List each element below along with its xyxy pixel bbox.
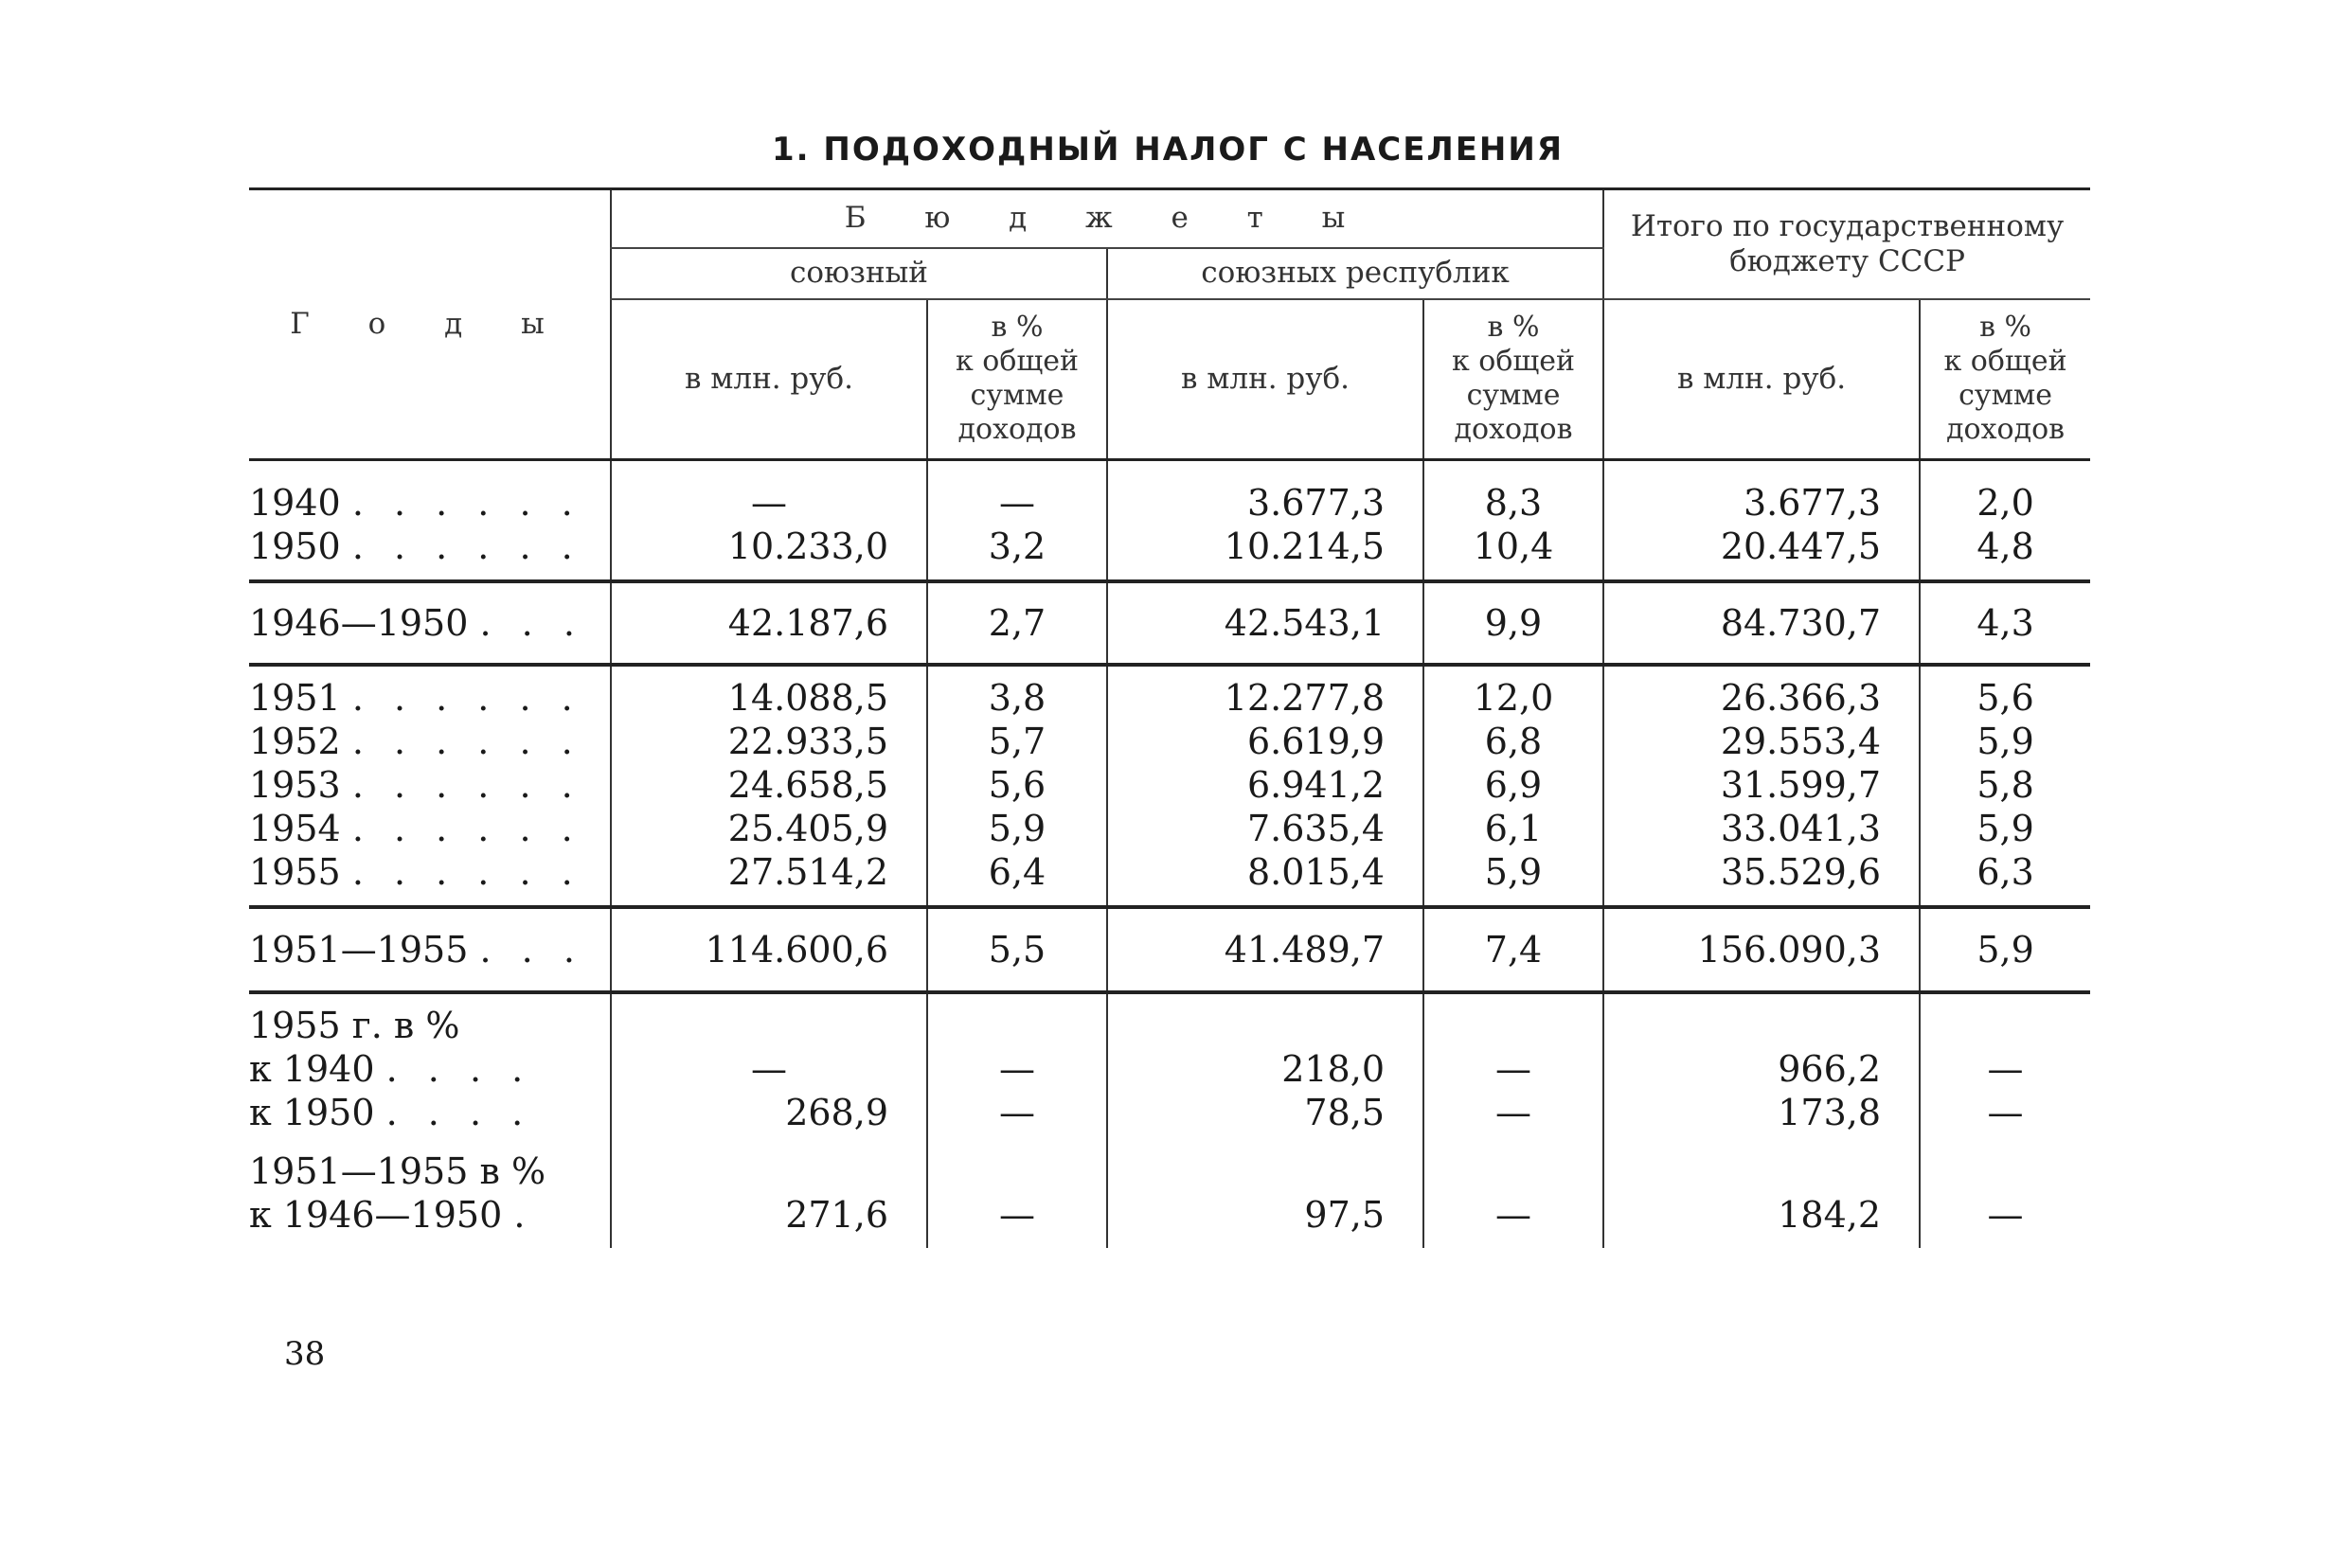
total-pct-cell: 4,8 [1920,525,2090,581]
republics-mln-header: в млн. руб. [1107,299,1423,460]
union-pct-cell: 2,7 [927,581,1107,665]
pct-line-1: в % [1979,311,2032,345]
year-label: 1951—1955 [249,928,469,971]
pct-line-2: к общей [1943,345,2067,379]
republics-pct-cell: 6,1 [1423,807,1603,850]
republics-mln-cell: 6.619,9 [1107,720,1423,763]
year-label: 1940 [249,481,341,524]
union-mln-cell: — [611,1047,927,1091]
union-pct-cell: 3,8 [927,665,1107,720]
pct-line-4: доходов [1946,413,2066,447]
table-row [249,720,2090,763]
dot-leader: . . . . . . [351,850,582,893]
table-title: 1. ПОДОХОДНЫЙ НАЛОГ С НАСЕЛЕНИЯ [771,131,1565,169]
pct-section-label: 1955 г. в % [249,1004,460,1046]
republics-pct-cell: — [1423,1047,1603,1091]
union-pct-cell: — [927,1193,1107,1248]
republics-pct-cell: 6,9 [1423,763,1603,807]
total-mln-cell: 31.599,7 [1603,763,1920,807]
table-row [249,850,2090,907]
total-pct-cell: — [1920,1047,2090,1091]
table-row [249,1193,2090,1248]
union-mln-cell: 268,9 [611,1091,927,1134]
republics-mln-cell: 97,5 [1107,1193,1423,1248]
empty-cell [1107,992,1423,1047]
total-pct-cell: 4,3 [1920,581,2090,665]
pct-line-2: к общей [955,345,1080,379]
total-pct-header [1920,299,2090,460]
total-pct-cell: — [1920,1091,2090,1134]
empty-cell [1107,1134,1423,1193]
total-pct-cell: 2,0 [1920,460,2090,525]
pct-line-4: доходов [1454,413,1573,447]
total-pct-cell: 5,6 [1920,665,2090,720]
total-mln-cell: 84.730,7 [1603,581,1920,665]
republics-pct-cell: 8,3 [1423,460,1603,525]
total-mln-cell: 173,8 [1603,1091,1920,1134]
republics-mln-cell: 7.635,4 [1107,807,1423,850]
total-mln-cell: 33.041,3 [1603,807,1920,850]
republics-pct-cell: 10,4 [1423,525,1603,581]
union-mln-header: в млн. руб. [611,299,927,460]
table-row [249,1091,2090,1134]
total-pct-cell: 6,3 [1920,850,2090,907]
pct-line-1: в % [991,311,1044,345]
union-pct-cell: 5,6 [927,763,1107,807]
dot-leader: . . . . . . [351,525,582,567]
republics-pct-cell: 7,4 [1423,907,1603,992]
year-label: к 1940 [249,1047,375,1090]
empty-cell [1920,992,2090,1047]
dot-leader: . . . . [385,1047,533,1090]
total-mln-cell: 26.366,3 [1603,665,1920,720]
union-mln-cell: 25.405,9 [611,807,927,850]
year-cell [249,1047,611,1091]
republics-mln-cell: 12.277,8 [1107,665,1423,720]
total-mln-header: в млн. руб. [1603,299,1920,460]
dot-leader: . . . . . . [351,807,582,849]
dot-leader: . . . . [385,1091,533,1133]
year-cell [249,525,611,581]
total-pct-cell: — [1920,1193,2090,1248]
union-mln-cell: 22.933,5 [611,720,927,763]
union-mln-cell: 27.514,2 [611,850,927,907]
total-pct-cell: 5,9 [1920,907,2090,992]
empty-cell [611,1134,927,1193]
republics-mln-cell: 42.543,1 [1107,581,1423,665]
year-label: к 1946—1950 [249,1193,503,1236]
republics-pct-cell: — [1423,1193,1603,1248]
union-pct-cell: — [927,1047,1107,1091]
empty-cell [927,1134,1107,1193]
total-mln-cell: 3.677,3 [1603,460,1920,525]
table-row [249,525,2090,581]
year-cell [249,665,611,720]
republics-mln-cell: 218,0 [1107,1047,1423,1091]
total-pct-cell: 5,9 [1920,720,2090,763]
pct-line-3: сумме [1958,379,2052,413]
year-cell [249,1193,611,1248]
union-mln-cell: 10.233,0 [611,525,927,581]
union-pct-cell: 5,9 [927,807,1107,850]
year-label: 1950 [249,525,341,567]
empty-cell [1423,1134,1603,1193]
table-row-summary [249,581,2090,665]
year-label: 1952 [249,720,341,762]
table-row-label [249,1134,2090,1193]
republics-mln-cell: 10.214,5 [1107,525,1423,581]
union-pct-cell: — [927,1091,1107,1134]
year-cell [249,1091,611,1134]
years-header [249,189,611,460]
table-row [249,763,2090,807]
year-label: 1954 [249,807,341,849]
union-header: союзный [611,248,1107,299]
page-number: 38 [284,1335,326,1373]
union-mln-cell: 14.088,5 [611,665,927,720]
union-pct-cell: 5,7 [927,720,1107,763]
year-cell [249,907,611,992]
republics-mln-cell: 78,5 [1107,1091,1423,1134]
dot-leader: . . . [479,601,584,644]
year-cell [249,807,611,850]
empty-cell [1920,1134,2090,1193]
republics-mln-cell: 8.015,4 [1107,850,1423,907]
pct-line-2: к общей [1451,345,1576,379]
year-label: 1946—1950 [249,601,469,644]
total-pct-cell: 5,8 [1920,763,2090,807]
dot-leader: . . . . . . [351,481,582,524]
republics-pct-cell: 9,9 [1423,581,1603,665]
table-row [249,665,2090,720]
total-mln-cell: 29.553,4 [1603,720,1920,763]
dot-leader: . . . [479,928,584,971]
pct-line-4: доходов [957,413,1077,447]
pct-section-label: 1951—1955 в % [249,1149,546,1192]
total-mln-cell: 20.447,5 [1603,525,1920,581]
year-label: 1951 [249,676,341,719]
union-mln-cell: 114.600,6 [611,907,927,992]
pct-line-3: сумме [970,379,1064,413]
republics-pct-cell: — [1423,1091,1603,1134]
dot-leader: . . . . . . [351,720,582,762]
total-mln-cell: 35.529,6 [1603,850,1920,907]
republics-pct-cell: 12,0 [1423,665,1603,720]
year-cell [249,581,611,665]
budgets-header [611,189,1603,248]
republics-pct-cell: 6,8 [1423,720,1603,763]
year-label: к 1950 [249,1091,375,1133]
total-pct-cell: 5,9 [1920,807,2090,850]
union-pct-cell: 3,2 [927,525,1107,581]
header-row-budgets [249,189,2090,248]
total-header: Итого по государственному бюджету СССР [1603,189,2090,299]
pct-line-3: сумме [1466,379,1561,413]
total-mln-cell: 966,2 [1603,1047,1920,1091]
republics-mln-cell: 3.677,3 [1107,460,1423,525]
union-mln-cell: 42.187,6 [611,581,927,665]
empty-cell [1603,1134,1920,1193]
table-row-label [249,992,2090,1047]
year-label: 1955 [249,850,341,893]
table-row-summary [249,907,2090,992]
dot-leader: . . . . . . [351,763,582,806]
empty-cell [1423,992,1603,1047]
empty-cell [611,992,927,1047]
year-label: 1953 [249,763,341,806]
union-pct-header [927,299,1107,460]
year-cell [249,763,611,807]
year-cell [249,850,611,907]
union-pct-cell: 5,5 [927,907,1107,992]
republics-mln-cell: 41.489,7 [1107,907,1423,992]
empty-cell [927,992,1107,1047]
budgets-header-text: Б ю д ж е т ы [844,201,1370,236]
total-mln-cell: 184,2 [1603,1193,1920,1248]
income-tax-table [249,187,2090,1248]
union-pct-cell: 6,4 [927,850,1107,907]
pct-line-1: в % [1487,311,1540,345]
years-header-text: Г о д ы [290,307,569,341]
total-mln-cell: 156.090,3 [1603,907,1920,992]
union-mln-cell: 24.658,5 [611,763,927,807]
union-mln-cell: 271,6 [611,1193,927,1248]
table-row [249,1047,2090,1091]
republics-mln-cell: 6.941,2 [1107,763,1423,807]
year-cell [249,720,611,763]
dot-leader: . . . . . . [351,676,582,719]
dot-leader: . [513,1193,535,1236]
republics-pct-header [1423,299,1603,460]
table-row [249,807,2090,850]
year-cell [249,460,611,525]
empty-cell [1603,992,1920,1047]
union-mln-cell: — [611,460,927,525]
table-row [249,460,2090,525]
union-pct-cell: — [927,460,1107,525]
republics-pct-cell: 5,9 [1423,850,1603,907]
republics-header: союзных республик [1107,248,1603,299]
